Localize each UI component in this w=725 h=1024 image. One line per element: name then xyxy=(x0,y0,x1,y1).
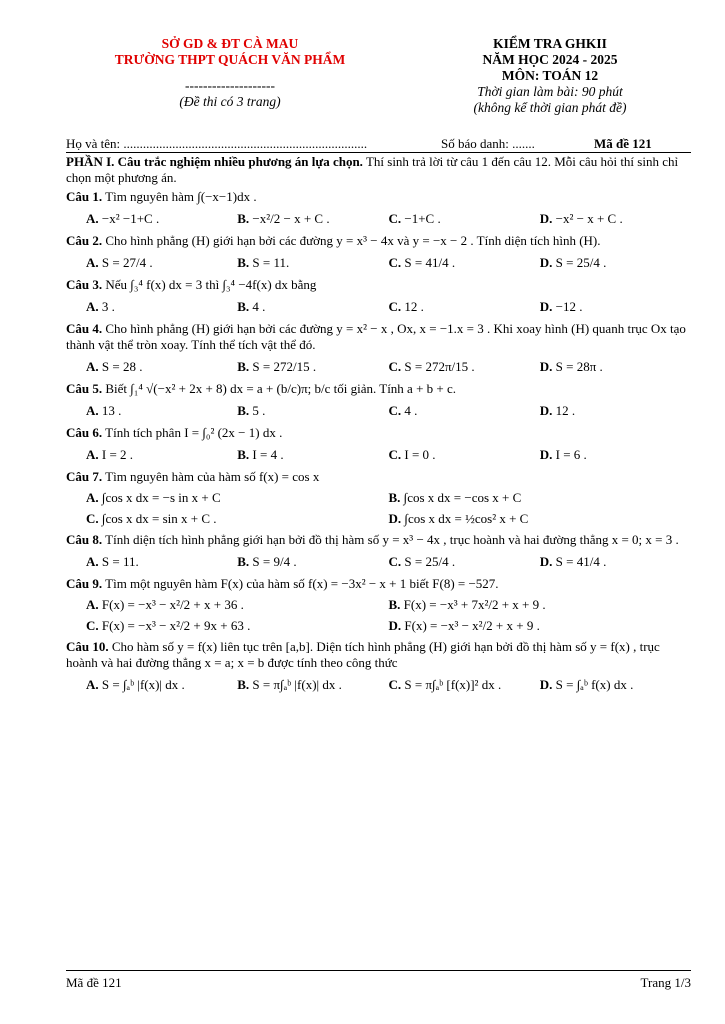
answer-options xyxy=(86,677,691,693)
answer-option[interactable]: B. S = π∫ₐᵇ |f(x)| dx . xyxy=(237,677,342,692)
question-stem xyxy=(66,189,691,205)
answer-option[interactable]: A. F(x) = −x³ − x²/2 + x + 36 . xyxy=(86,597,244,612)
footer-page: Trang 1/3 xyxy=(640,975,691,990)
answer-option[interactable]: A. S = 11. xyxy=(86,554,139,569)
question-text: Biết ∫₁⁴ √(−x² + 2x + 8) dx = a + (b/c)π; b/c tối giản. Tính a + b + c. xyxy=(102,381,457,396)
question-number: Câu 1. xyxy=(66,189,103,204)
question-block xyxy=(66,381,691,419)
student-info-line xyxy=(66,136,691,153)
answer-option[interactable]: A. S = 27/4 . xyxy=(86,255,153,270)
answer-option[interactable]: D. ∫cos x dx = ½cos² x + C xyxy=(388,511,529,526)
answer-option[interactable]: C. ∫cos x dx = sin x + C . xyxy=(86,511,217,526)
answer-option[interactable]: D. −x² − x + C . xyxy=(539,211,623,226)
question-block xyxy=(66,532,691,570)
header-left xyxy=(70,36,390,110)
answer-option[interactable]: C. S = π∫ₐᵇ [f(x)]² dx . xyxy=(388,677,502,692)
answer-options xyxy=(86,359,691,375)
question-text: Cho hàm số y = f(x) liên tục trên [a,b]. Diện tích hình phẳng (H) giới hạn bởi đồ thị hàm số y = f(x) , trục hoành và hai đường thẳng x = a; x = b được tính theo công thức xyxy=(66,639,660,670)
page-footer xyxy=(66,970,691,991)
question-text: Tìm nguyên hàm ∫(−x−1)dx . xyxy=(102,189,257,204)
answer-option[interactable]: B. S = 272/15 . xyxy=(237,359,317,374)
time-limit: Thời gian làm bài: 90 phút xyxy=(477,84,623,99)
question-number: Câu 3. xyxy=(66,277,103,292)
dept-name: SỞ GD & ĐT CÀ MAU xyxy=(161,36,299,51)
question-number: Câu 7. xyxy=(66,469,103,484)
exam-title: KIỂM TRA GHKII xyxy=(493,36,607,51)
answer-option[interactable]: D. −12 . xyxy=(539,299,583,314)
question-stem xyxy=(66,576,691,592)
answer-option[interactable]: A. 13 . xyxy=(86,403,122,418)
answer-option[interactable]: B. 4 . xyxy=(237,299,266,314)
answer-option[interactable]: B. 5 . xyxy=(237,403,266,418)
question-text: Tìm một nguyên hàm F(x) của hàm số f(x) = −3x² − x + 1 biết F(8) = −527. xyxy=(102,576,499,591)
question-stem xyxy=(66,425,691,441)
answer-option[interactable]: D. S = 25/4 . xyxy=(539,255,607,270)
question-block xyxy=(66,469,691,527)
answer-option[interactable]: D. F(x) = −x³ − x²/2 + x + 9 . xyxy=(388,618,540,633)
question-text: Nếu ∫₃⁴ f(x) dx = 3 thì ∫₃⁴ −4f(x) dx bằng xyxy=(102,277,317,292)
answer-option[interactable]: B. ∫cos x dx = −cos x + C xyxy=(388,490,522,505)
answer-option[interactable]: D. 12 . xyxy=(539,403,576,418)
question-text: Cho hình phẳng (H) giới hạn bởi các đường y = x² − x , Ox, x = −1.x = 3 . Khi xoay hình (H) quanh trục Ox tạo thành vật thể tròn xoay. Tính thể tích vật thể đó. xyxy=(66,321,686,352)
answer-options xyxy=(86,299,691,315)
answer-option[interactable]: C. 12 . xyxy=(388,299,424,314)
answer-option[interactable]: C. S = 25/4 . xyxy=(388,554,456,569)
footer-code: Mã đề 121 xyxy=(66,975,122,990)
answer-option[interactable]: A. S = ∫ₐᵇ |f(x)| dx . xyxy=(86,677,185,692)
question-block xyxy=(66,321,691,375)
question-block xyxy=(66,277,691,315)
question-stem xyxy=(66,233,691,249)
question-text: Tính tích phân I = ∫₀² (2x − 1) dx . xyxy=(102,425,283,440)
answer-option[interactable]: C. I = 0 . xyxy=(388,447,436,462)
question-number: Câu 9. xyxy=(66,576,103,591)
question-stem xyxy=(66,532,691,548)
question-stem xyxy=(66,469,691,485)
answer-option[interactable]: D. I = 6 . xyxy=(539,447,587,462)
header-right xyxy=(405,36,695,116)
part1-desc: Thí sinh trả lời từ câu 1 đến câu 12. Mỗi câu hỏi thí sinh chỉ chọn một phương án. xyxy=(66,154,679,185)
question-number: Câu 4. xyxy=(66,321,103,336)
answer-option[interactable]: C. 4 . xyxy=(388,403,418,418)
answer-option[interactable]: A. I = 2 . xyxy=(86,447,134,462)
answer-option[interactable]: A. −x² −1+C . xyxy=(86,211,160,226)
answer-options xyxy=(86,403,691,419)
question-stem xyxy=(66,381,691,397)
exam-code: Mã đề 121 xyxy=(594,136,652,151)
question-block xyxy=(66,189,691,227)
answer-options xyxy=(86,511,691,527)
answer-options xyxy=(86,211,691,227)
question-stem xyxy=(66,277,691,293)
answer-option[interactable]: B. −x²/2 − x + C . xyxy=(237,211,330,226)
answer-options xyxy=(86,618,691,634)
answer-options xyxy=(86,255,691,271)
question-text: Tính diện tích hình phẳng giới hạn bởi đồ thị hàm số y = x³ − 4x , trục hoành và hai đường thẳng x = 0; x = 3 . xyxy=(102,532,679,547)
question-number: Câu 6. xyxy=(66,425,103,440)
answer-option[interactable]: A. ∫cos x dx = −s in x + C xyxy=(86,490,221,505)
question-number: Câu 5. xyxy=(66,381,103,396)
part1-title: PHẦN I. Câu trắc nghiệm nhiều phương án lựa chọn. xyxy=(66,154,363,169)
question-number: Câu 10. xyxy=(66,639,109,654)
answer-option[interactable]: B. S = 11. xyxy=(237,255,290,270)
question-text: Tìm nguyên hàm của hàm số f(x) = cos x xyxy=(102,469,320,484)
question-stem xyxy=(66,639,691,671)
answer-options xyxy=(86,597,691,613)
question-block xyxy=(66,233,691,271)
answer-option[interactable]: D. S = 28π . xyxy=(539,359,603,374)
part1-heading xyxy=(66,154,691,186)
answer-option[interactable]: D. S = 41/4 . xyxy=(539,554,607,569)
answer-option[interactable]: C. S = 41/4 . xyxy=(388,255,456,270)
student-name-field: Họ và tên: ........................................................................... xyxy=(66,136,368,151)
answer-option[interactable]: A. S = 28 . xyxy=(86,359,143,374)
school-year: NĂM HỌC 2024 - 2025 xyxy=(482,52,618,67)
answer-option[interactable]: A. 3 . xyxy=(86,299,115,314)
answer-option[interactable]: B. F(x) = −x³ + 7x²/2 + x + 9 . xyxy=(388,597,546,612)
answer-option[interactable]: C. −1+C . xyxy=(388,211,441,226)
questions-content xyxy=(66,152,691,699)
question-number: Câu 2. xyxy=(66,233,103,248)
question-list xyxy=(66,189,691,693)
question-stem xyxy=(66,321,691,353)
school-name: TRƯỜNG THPT QUÁCH VĂN PHẨM xyxy=(114,52,346,67)
answer-options xyxy=(86,490,691,506)
answer-option[interactable]: C. F(x) = −x³ − x²/2 + 9x + 63 . xyxy=(86,618,251,633)
time-note: (không kể thời gian phát đề) xyxy=(473,100,627,115)
question-text: Cho hình phẳng (H) giới hạn bởi các đường y = x³ − 4x và y = −x − 2 . Tính diện tích hình (H). xyxy=(102,233,601,248)
answer-option[interactable]: B. S = 9/4 . xyxy=(237,554,297,569)
answer-option[interactable]: C. S = 272π/15 . xyxy=(388,359,475,374)
pages-note: (Đề thi có 3 trang) xyxy=(179,94,281,109)
question-block xyxy=(66,639,691,693)
question-block xyxy=(66,425,691,463)
question-number: Câu 8. xyxy=(66,532,103,547)
answer-option[interactable]: B. I = 4 . xyxy=(237,447,284,462)
answer-option[interactable]: D. S = ∫ₐᵇ f(x) dx . xyxy=(539,677,634,692)
answer-options xyxy=(86,554,691,570)
subject: MÔN: TOÁN 12 xyxy=(501,68,599,83)
divider-dashes: -------------------- xyxy=(185,78,275,93)
answer-options xyxy=(86,447,691,463)
question-block xyxy=(66,576,691,634)
student-id-field: Số báo danh: ....... xyxy=(441,136,535,151)
